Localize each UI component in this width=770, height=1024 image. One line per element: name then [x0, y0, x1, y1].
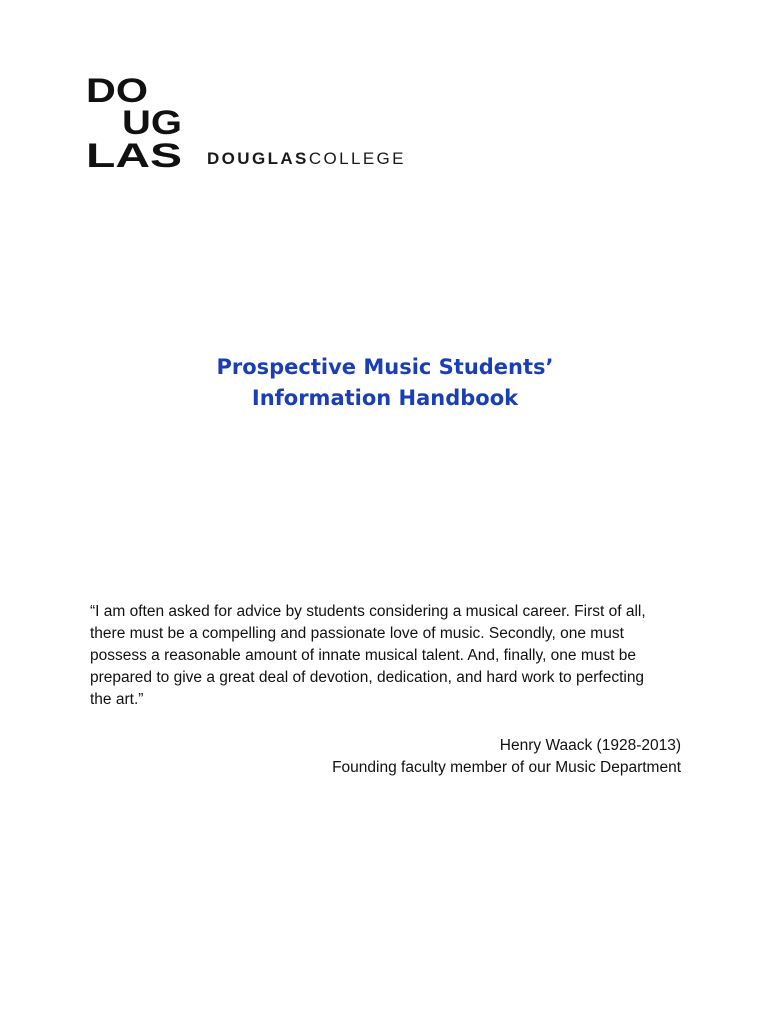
title-line-2: Information Handbook: [251, 386, 519, 410]
quote-line: the art.”: [90, 691, 144, 708]
college-wordmark: [207, 149, 406, 169]
title-line-1: Prospective Music Students’: [216, 355, 554, 379]
attribution-name: Henry Waack (1928-2013): [499, 737, 681, 754]
douglas-logo-mark: [86, 72, 186, 172]
quote-line: possess a reasonable amount of innate musical talent. And, finally, one must be: [90, 647, 636, 664]
attribution-role: Founding faculty member of our Music Department: [332, 759, 681, 776]
quote-line: there must be a compelling and passionate love of music. Secondly, one must: [90, 625, 624, 642]
quote-line: prepared to give a great deal of devotion, dedication, and hard work to perfecting: [90, 669, 645, 686]
svg-text:LAS: LAS: [86, 137, 182, 172]
quote-paragraph: [90, 601, 690, 711]
handbook-title: [0, 352, 770, 414]
quote-attribution: [332, 735, 681, 779]
wordmark-douglas: DOUGLAS: [207, 149, 309, 168]
svg-text:UG: UG: [122, 104, 182, 142]
wordmark-college: COLLEGE: [308, 149, 406, 168]
quote-line: “I am often asked for advice by students considering a musical career. First of all,: [90, 603, 646, 620]
svg-text:DO: DO: [86, 72, 148, 110]
